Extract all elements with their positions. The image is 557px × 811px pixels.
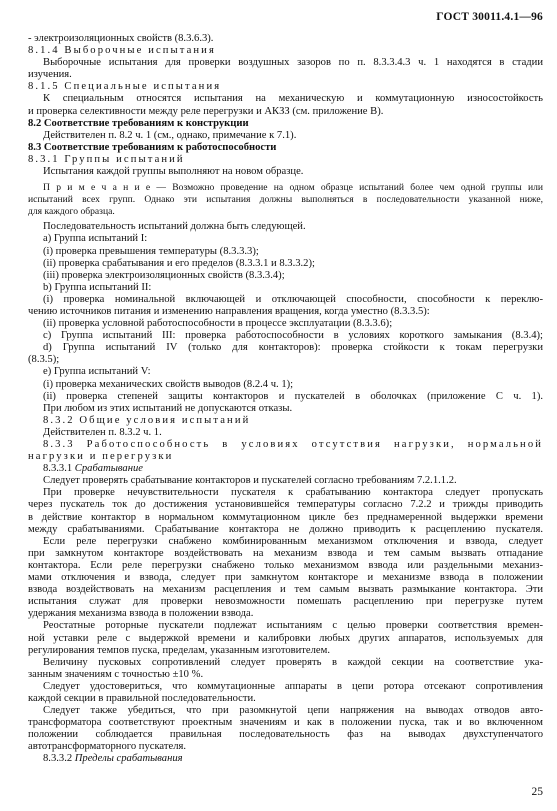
text-line: чению источников питания и изменению направления вращения, когда уместно (8.3.3.5): xyxy=(28,305,430,317)
text-line: мами отключения и взвода, следует при замкнутом контакторе и механизме взвода в положении xyxy=(28,572,543,584)
text-line: Выборочные испытания для проверки воздушных зазоров по п. 8.3.3.4.3 ч. 1 находятся в стадии xyxy=(43,57,543,69)
text-line: Действителен п. 8.3.2 ч. 1. xyxy=(43,426,162,438)
text-line: контактора. Если реле перегрузки снабжено только механизмом взвода или раздельными механиз- xyxy=(28,559,543,571)
text-line: 8.3.3.2 Пределы срабатывания xyxy=(43,753,183,765)
italic-heading: Пределы срабатывания xyxy=(74,753,183,765)
text-line: (i) проверка превышения температуры (8.3.3.3); xyxy=(43,245,259,257)
text-line: 8.3.3.1 Срабатывание xyxy=(43,463,143,475)
text-line: 8.1.5 Специальные испытания xyxy=(28,81,222,93)
text-line: Следует проверять срабатывание контакторов и пускателей согласно требованиям 7.2.1.1.2. xyxy=(43,475,457,487)
text-line: каждой секции в правильной последовательности. xyxy=(28,692,256,704)
text-line: (ii) проверка степеней защиты контакторов и пускателей в оболочках (приложение С ч. 1). xyxy=(43,390,543,402)
text-line: для каждого образца. xyxy=(28,206,115,218)
text-line: удержания механизма взвода в положении взвода. xyxy=(28,608,254,620)
text-line: 8.3.1 Группы испытаний xyxy=(28,153,185,165)
text-line: положении соблюдается правильная последовательность фаз на выводах двухступенчатого xyxy=(28,729,543,741)
text-line: d) Группа испытаний IV (только для контакторов): проверка стойкости к токам перегрузки xyxy=(43,342,543,354)
text-line: изучения. xyxy=(28,69,72,81)
text-line: 8.3.3 Работоспособность в условиях отсутствия нагрузки, нормальной xyxy=(43,439,543,450)
text-line: Если реле перегрузки снабжено комбинированным механизмом отключения и взвода, следует xyxy=(43,535,543,547)
text-line: 8.3 Соответствие требованиям к работоспособности xyxy=(28,141,277,153)
text-line: (ii) проверка условной работоспособности в процессе эксплуатации (8.3.3.6); xyxy=(43,318,393,330)
text-line: испытания служат для проверки невозможности помешать расцеплению при перегрузке путем xyxy=(28,596,543,608)
text-line: Величину пусковых сопротивлений следует проверять в каждой секции на соответствие ука- xyxy=(43,656,543,668)
text-line: между срабатываниями. Срабатывание контактора не должно приводить к расцеплению пускателя. xyxy=(28,523,543,535)
text-line: регулирования темпов пуска, пределам, указанным изготовителем. xyxy=(28,644,330,656)
text-line: e) Группа испытаний V: xyxy=(43,366,151,378)
text-line: Испытания каждой группы выполняют на новом образце. xyxy=(43,166,304,178)
text-line: - электроизоляционных свойств (8.3.6.3). xyxy=(28,33,214,44)
text-line: При проверке нечувствительности пускателя к срабатыванию контактора следует пропускать xyxy=(43,487,543,499)
text-line: и проверка селективности между реле перегрузки и АКЗЗ (см. приложение В). xyxy=(28,105,384,117)
text-line: b) Группа испытаний II: xyxy=(43,281,152,293)
text-line: Действителен п. 8.2 ч. 1 (см., однако, примечание к 7.1). xyxy=(43,129,297,141)
text-line: 8.1.4 Выборочные испытания xyxy=(28,45,216,57)
text-line: трансформатора соответствуют проектным значениям и как в положении пуска, так и во включенном xyxy=(28,717,543,729)
text-line: ной уставки реле с выдержкой времени и калибровки любых других аппаратов, используемых для xyxy=(28,632,543,644)
text-line: взвода воздействовать на механизм расцепления и тем самым вызвать размыкание контактора. Эти xyxy=(28,584,543,596)
text-line: (i) проверка номинальной включающей и отключающей способности, способности к переклю- xyxy=(43,293,543,305)
italic-heading: Срабатывание xyxy=(74,463,143,475)
text-line: Следует удостовериться, что коммутационные аппараты в цепи ротора отсекают сопротивления xyxy=(43,680,543,692)
text-line: Последовательность испытаний должна быть следующей. xyxy=(43,221,306,233)
text-line: (8.3.5); xyxy=(28,354,60,366)
text-line: при замкнутом контакторе воздействовать на механизм взвода и тем самым вызвать отпадание xyxy=(28,547,543,559)
text-line: автотрансформаторного пускателя. xyxy=(28,741,187,753)
text-line: Реостатные роторные пускатели подлежат испытаниям с целью проверки соответствия времен- xyxy=(43,620,543,632)
document-body xyxy=(28,33,543,766)
page-number: 25 xyxy=(531,785,543,798)
text-line: 8.2 Соответствие требованиям к конструкции xyxy=(28,117,249,129)
text-line: При любом из этих испытаний не допускаются отказы. xyxy=(43,402,293,414)
text-line: К специальным относятся испытания на механическую и коммутационную износостойкость xyxy=(43,93,543,105)
text-line: через пускатель ток до достижения установившейся температуры согласно 7.2.2 и трижды приводить xyxy=(28,499,543,511)
text-line: П р и м е ч а н и е — Возможно проведение на одном образце испытаний более чем одной группы или xyxy=(43,182,543,194)
text-line: а) Группа испытаний I: xyxy=(43,233,148,245)
text-line: нагрузки и перегрузки xyxy=(28,451,174,463)
text-line: занным значениям с точностью ±10 %. xyxy=(28,668,204,680)
text-line: c) Группа испытаний III: проверка работоспособности в условиях короткого замыкания (8.3.4); xyxy=(43,330,543,342)
text-line: (ii) проверка срабатывания и его пределов (8.3.3.1 и 8.3.3.2); xyxy=(43,257,315,269)
text-line: Следует также убедиться, что при разомкнутой цепи напряжения на выводах отводов авто- xyxy=(43,705,543,717)
text-line: в действие контактор в нормальном коммутационном цикле без преднамеренной выдержки времени xyxy=(28,511,543,523)
text-line: испытаний всех групп. Однако эти испытания должны выполняться в последовательности указанной ниже, xyxy=(28,194,543,206)
text-line: 8.3.2 Общие условия испытаний xyxy=(43,414,251,426)
text-line: (iii) проверка электроизоляционных свойств (8.3.3.4); xyxy=(43,269,285,281)
document-code-header: ГОСТ 30011.4.1—96 xyxy=(436,11,543,23)
text-line: (i) проверка механических свойств выводов (8.2.4 ч. 1); xyxy=(43,378,294,390)
